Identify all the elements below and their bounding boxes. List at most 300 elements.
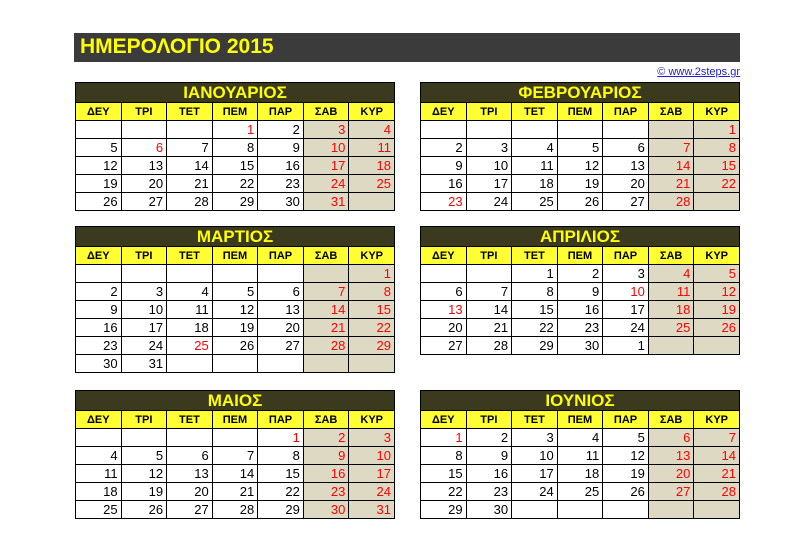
day-cell: 6 bbox=[167, 447, 213, 465]
month-february bbox=[420, 82, 740, 211]
day-cell: 24 bbox=[512, 483, 558, 501]
day-cell: 14 bbox=[212, 465, 258, 483]
day-cell: 13 bbox=[421, 301, 467, 319]
day-cell: 14 bbox=[303, 301, 349, 319]
week-row bbox=[76, 465, 395, 483]
day-cell bbox=[557, 501, 603, 519]
day-cell: 22 bbox=[512, 319, 558, 337]
day-name: ΠΕΜ bbox=[557, 247, 603, 265]
month-table bbox=[75, 226, 395, 373]
day-name: ΤΕΤ bbox=[512, 247, 558, 265]
day-cell: 5 bbox=[694, 265, 740, 283]
day-cell bbox=[349, 355, 395, 373]
day-cell: 26 bbox=[694, 319, 740, 337]
day-cell bbox=[76, 265, 122, 283]
day-name: ΠΑΡ bbox=[258, 411, 304, 429]
day-cell bbox=[76, 429, 122, 447]
day-cell: 3 bbox=[121, 283, 167, 301]
day-cell: 1 bbox=[212, 121, 258, 139]
day-cell: 2 bbox=[557, 265, 603, 283]
day-cell: 23 bbox=[76, 337, 122, 355]
day-cell: 15 bbox=[421, 465, 467, 483]
day-cell: 28 bbox=[212, 501, 258, 519]
day-name: ΤΕΤ bbox=[167, 411, 213, 429]
day-cell: 14 bbox=[648, 157, 694, 175]
day-name: ΤΡΙ bbox=[121, 411, 167, 429]
day-cell: 6 bbox=[648, 429, 694, 447]
day-cell: 25 bbox=[167, 337, 213, 355]
day-cell: 1 bbox=[349, 265, 395, 283]
day-cell: 8 bbox=[349, 283, 395, 301]
day-cell: 13 bbox=[167, 465, 213, 483]
week-row bbox=[421, 429, 740, 447]
day-name: ΤΕΤ bbox=[512, 103, 558, 121]
day-cell: 11 bbox=[167, 301, 213, 319]
day-cell: 6 bbox=[603, 139, 649, 157]
day-cell: 16 bbox=[76, 319, 122, 337]
day-cell: 22 bbox=[694, 175, 740, 193]
day-cell: 4 bbox=[349, 121, 395, 139]
day-name: ΠΑΡ bbox=[603, 247, 649, 265]
day-name: ΤΕΤ bbox=[167, 247, 213, 265]
day-cell: 19 bbox=[694, 301, 740, 319]
day-cell: 21 bbox=[212, 483, 258, 501]
day-cell bbox=[694, 193, 740, 211]
day-cell bbox=[167, 429, 213, 447]
day-name: ΚΥΡ bbox=[349, 247, 395, 265]
day-cell: 14 bbox=[167, 157, 213, 175]
day-cell: 13 bbox=[603, 157, 649, 175]
day-cell bbox=[76, 121, 122, 139]
day-cell: 6 bbox=[421, 283, 467, 301]
day-cell: 4 bbox=[512, 139, 558, 157]
day-cell: 12 bbox=[603, 447, 649, 465]
day-cell: 20 bbox=[167, 483, 213, 501]
day-cell: 20 bbox=[121, 175, 167, 193]
day-cell: 4 bbox=[648, 265, 694, 283]
day-cell: 26 bbox=[121, 501, 167, 519]
week-row bbox=[76, 483, 395, 501]
week-row bbox=[421, 301, 740, 319]
day-cell: 15 bbox=[349, 301, 395, 319]
day-cell: 8 bbox=[512, 283, 558, 301]
day-cell: 17 bbox=[512, 465, 558, 483]
week-row bbox=[421, 193, 740, 211]
day-cell: 5 bbox=[76, 139, 122, 157]
day-cell: 7 bbox=[694, 429, 740, 447]
day-cell bbox=[466, 121, 512, 139]
day-cell: 17 bbox=[603, 301, 649, 319]
week-row bbox=[76, 283, 395, 301]
day-cell bbox=[121, 265, 167, 283]
week-row bbox=[76, 265, 395, 283]
day-name: ΔΕΥ bbox=[421, 247, 467, 265]
day-name: ΣΑΒ bbox=[303, 247, 349, 265]
day-cell: 8 bbox=[694, 139, 740, 157]
site-link[interactable]: © www.2steps.gr bbox=[657, 66, 740, 78]
day-name: ΤΡΙ bbox=[466, 411, 512, 429]
day-cell: 28 bbox=[466, 337, 512, 355]
day-cell: 30 bbox=[258, 193, 304, 211]
week-row bbox=[76, 193, 395, 211]
day-cell: 15 bbox=[512, 301, 558, 319]
day-cell: 23 bbox=[557, 319, 603, 337]
day-cell: 25 bbox=[512, 193, 558, 211]
day-cell: 11 bbox=[512, 157, 558, 175]
day-cell: 12 bbox=[76, 157, 122, 175]
day-cell: 1 bbox=[258, 429, 304, 447]
day-cell: 12 bbox=[121, 465, 167, 483]
day-cell bbox=[421, 121, 467, 139]
day-cell: 2 bbox=[258, 121, 304, 139]
day-cell: 18 bbox=[167, 319, 213, 337]
day-cell: 28 bbox=[648, 193, 694, 211]
day-cell: 19 bbox=[557, 175, 603, 193]
day-name: ΤΡΙ bbox=[121, 247, 167, 265]
week-row bbox=[421, 483, 740, 501]
day-cell: 24 bbox=[603, 319, 649, 337]
month-march bbox=[75, 226, 395, 373]
day-cell bbox=[648, 501, 694, 519]
day-name: ΠΑΡ bbox=[258, 103, 304, 121]
day-cell: 13 bbox=[258, 301, 304, 319]
day-cell bbox=[167, 355, 213, 373]
month-table bbox=[75, 82, 395, 211]
day-cell: 29 bbox=[512, 337, 558, 355]
day-cell: 18 bbox=[76, 483, 122, 501]
day-cell: 9 bbox=[303, 447, 349, 465]
day-name: ΣΑΒ bbox=[303, 411, 349, 429]
day-cell: 2 bbox=[76, 283, 122, 301]
day-cell: 17 bbox=[121, 319, 167, 337]
day-cell: 27 bbox=[603, 193, 649, 211]
day-name: ΤΡΙ bbox=[466, 103, 512, 121]
day-cell bbox=[603, 121, 649, 139]
day-name: ΣΑΒ bbox=[648, 247, 694, 265]
day-cell bbox=[694, 337, 740, 355]
day-cell: 22 bbox=[421, 483, 467, 501]
day-cell: 1 bbox=[512, 265, 558, 283]
day-cell: 4 bbox=[76, 447, 122, 465]
page-title: ΗΜΕΡΟΛΟΓΙΟ 2015 bbox=[80, 35, 274, 58]
day-cell: 21 bbox=[466, 319, 512, 337]
day-cell: 25 bbox=[557, 483, 603, 501]
day-cell: 10 bbox=[121, 301, 167, 319]
day-cell: 16 bbox=[258, 157, 304, 175]
day-cell: 26 bbox=[76, 193, 122, 211]
day-cell: 13 bbox=[648, 447, 694, 465]
month-table bbox=[420, 390, 740, 519]
day-cell: 21 bbox=[167, 175, 213, 193]
day-cell: 26 bbox=[212, 337, 258, 355]
day-cell: 10 bbox=[603, 283, 649, 301]
day-cell: 15 bbox=[258, 465, 304, 483]
day-cell: 6 bbox=[258, 283, 304, 301]
day-name: ΠΕΜ bbox=[212, 247, 258, 265]
day-cell: 18 bbox=[512, 175, 558, 193]
month-january bbox=[75, 82, 395, 211]
day-cell bbox=[121, 121, 167, 139]
day-cell: 30 bbox=[466, 501, 512, 519]
day-cell: 27 bbox=[421, 337, 467, 355]
week-row bbox=[421, 283, 740, 301]
day-cell: 7 bbox=[303, 283, 349, 301]
day-cell: 8 bbox=[258, 447, 304, 465]
day-cell bbox=[303, 355, 349, 373]
week-row bbox=[76, 447, 395, 465]
day-cell: 5 bbox=[603, 429, 649, 447]
day-cell: 30 bbox=[303, 501, 349, 519]
day-cell: 9 bbox=[466, 447, 512, 465]
day-cell bbox=[512, 121, 558, 139]
day-name: ΔΕΥ bbox=[421, 103, 467, 121]
day-cell: 20 bbox=[648, 465, 694, 483]
day-name: ΤΡΙ bbox=[121, 103, 167, 121]
day-cell: 19 bbox=[121, 483, 167, 501]
day-cell: 29 bbox=[212, 193, 258, 211]
day-cell: 23 bbox=[303, 483, 349, 501]
day-cell: 2 bbox=[421, 139, 467, 157]
day-name: ΣΑΒ bbox=[303, 103, 349, 121]
day-name: ΤΡΙ bbox=[466, 247, 512, 265]
day-cell: 27 bbox=[167, 501, 213, 519]
day-cell: 19 bbox=[76, 175, 122, 193]
week-row bbox=[421, 121, 740, 139]
day-name: ΔΕΥ bbox=[421, 411, 467, 429]
day-cell: 10 bbox=[512, 447, 558, 465]
month-table bbox=[420, 82, 740, 211]
month-may bbox=[75, 390, 395, 519]
day-cell: 14 bbox=[694, 447, 740, 465]
day-cell: 12 bbox=[212, 301, 258, 319]
day-cell: 9 bbox=[258, 139, 304, 157]
day-cell: 23 bbox=[258, 175, 304, 193]
week-row bbox=[421, 319, 740, 337]
day-cell: 30 bbox=[76, 355, 122, 373]
day-cell: 11 bbox=[557, 447, 603, 465]
day-name: ΔΕΥ bbox=[76, 103, 122, 121]
day-cell bbox=[167, 121, 213, 139]
week-row bbox=[76, 157, 395, 175]
day-cell: 16 bbox=[303, 465, 349, 483]
day-cell: 20 bbox=[421, 319, 467, 337]
day-name: ΣΑΒ bbox=[648, 411, 694, 429]
day-cell: 5 bbox=[212, 283, 258, 301]
day-name: ΚΥΡ bbox=[349, 411, 395, 429]
week-row bbox=[421, 337, 740, 355]
week-row bbox=[76, 429, 395, 447]
day-cell: 31 bbox=[303, 193, 349, 211]
day-cell: 2 bbox=[466, 429, 512, 447]
day-cell bbox=[258, 265, 304, 283]
day-name: ΠΑΡ bbox=[603, 103, 649, 121]
day-cell: 24 bbox=[466, 193, 512, 211]
week-row bbox=[421, 447, 740, 465]
day-name: ΠΕΜ bbox=[557, 103, 603, 121]
day-cell: 19 bbox=[603, 465, 649, 483]
day-name: ΣΑΒ bbox=[648, 103, 694, 121]
day-name: ΚΥΡ bbox=[694, 411, 740, 429]
day-cell: 31 bbox=[349, 501, 395, 519]
day-cell: 16 bbox=[557, 301, 603, 319]
day-cell bbox=[557, 121, 603, 139]
month-table bbox=[75, 390, 395, 519]
day-cell bbox=[121, 429, 167, 447]
day-name: ΔΕΥ bbox=[76, 247, 122, 265]
day-name: ΤΕΤ bbox=[512, 411, 558, 429]
month-name: ΙΑΝΟΥΑΡΙΟΣ bbox=[76, 83, 395, 103]
month-april bbox=[420, 226, 740, 355]
day-name: ΚΥΡ bbox=[694, 247, 740, 265]
month-name: ΑΠΡΙΛΙΟΣ bbox=[421, 227, 740, 247]
day-cell: 26 bbox=[557, 193, 603, 211]
day-cell: 9 bbox=[76, 301, 122, 319]
day-cell: 27 bbox=[648, 483, 694, 501]
day-cell: 12 bbox=[694, 283, 740, 301]
week-row bbox=[421, 175, 740, 193]
day-cell: 25 bbox=[76, 501, 122, 519]
day-cell: 10 bbox=[303, 139, 349, 157]
day-cell bbox=[603, 501, 649, 519]
week-row bbox=[76, 121, 395, 139]
week-row bbox=[76, 139, 395, 157]
day-cell: 28 bbox=[694, 483, 740, 501]
month-name: ΜΑΡΤΙΟΣ bbox=[76, 227, 395, 247]
day-cell: 19 bbox=[212, 319, 258, 337]
day-name: ΠΕΜ bbox=[212, 411, 258, 429]
day-cell: 11 bbox=[76, 465, 122, 483]
day-cell: 9 bbox=[557, 283, 603, 301]
day-cell: 4 bbox=[167, 283, 213, 301]
day-cell: 24 bbox=[303, 175, 349, 193]
day-cell: 22 bbox=[349, 319, 395, 337]
day-cell: 29 bbox=[421, 501, 467, 519]
week-row bbox=[76, 175, 395, 193]
day-cell: 23 bbox=[421, 193, 467, 211]
day-cell bbox=[212, 355, 258, 373]
day-cell: 11 bbox=[349, 139, 395, 157]
day-cell: 31 bbox=[121, 355, 167, 373]
day-cell: 17 bbox=[466, 175, 512, 193]
day-cell: 1 bbox=[694, 121, 740, 139]
day-cell: 18 bbox=[349, 157, 395, 175]
day-cell: 3 bbox=[603, 265, 649, 283]
day-cell: 29 bbox=[258, 501, 304, 519]
day-cell bbox=[421, 265, 467, 283]
day-cell: 16 bbox=[421, 175, 467, 193]
day-cell: 29 bbox=[349, 337, 395, 355]
day-cell bbox=[349, 193, 395, 211]
day-cell: 14 bbox=[466, 301, 512, 319]
day-cell: 25 bbox=[349, 175, 395, 193]
day-cell: 7 bbox=[167, 139, 213, 157]
day-cell: 17 bbox=[303, 157, 349, 175]
week-row bbox=[76, 355, 395, 373]
month-name: ΦΕΒΡΟΥΑΡΙΟΣ bbox=[421, 83, 740, 103]
day-cell: 23 bbox=[466, 483, 512, 501]
day-cell: 15 bbox=[694, 157, 740, 175]
day-cell: 24 bbox=[349, 483, 395, 501]
month-table bbox=[420, 226, 740, 355]
week-row bbox=[76, 301, 395, 319]
day-cell bbox=[212, 429, 258, 447]
day-cell: 28 bbox=[167, 193, 213, 211]
day-cell: 5 bbox=[557, 139, 603, 157]
week-row bbox=[76, 319, 395, 337]
day-cell: 21 bbox=[303, 319, 349, 337]
day-cell: 3 bbox=[349, 429, 395, 447]
day-cell: 7 bbox=[466, 283, 512, 301]
day-cell: 3 bbox=[466, 139, 512, 157]
day-cell bbox=[648, 337, 694, 355]
day-cell: 7 bbox=[648, 139, 694, 157]
week-row bbox=[421, 465, 740, 483]
day-cell bbox=[212, 265, 258, 283]
month-name: ΜΑΙΟΣ bbox=[76, 391, 395, 411]
day-cell: 25 bbox=[648, 319, 694, 337]
day-cell: 8 bbox=[421, 447, 467, 465]
day-cell: 2 bbox=[303, 429, 349, 447]
day-cell: 5 bbox=[121, 447, 167, 465]
day-cell: 22 bbox=[212, 175, 258, 193]
day-cell: 20 bbox=[258, 319, 304, 337]
day-cell: 4 bbox=[557, 429, 603, 447]
day-cell bbox=[167, 265, 213, 283]
day-name: ΔΕΥ bbox=[76, 411, 122, 429]
day-cell: 13 bbox=[121, 157, 167, 175]
day-cell: 18 bbox=[557, 465, 603, 483]
day-name: ΚΥΡ bbox=[349, 103, 395, 121]
day-cell: 11 bbox=[648, 283, 694, 301]
day-cell: 22 bbox=[258, 483, 304, 501]
day-cell bbox=[648, 121, 694, 139]
day-cell bbox=[694, 501, 740, 519]
day-cell bbox=[466, 265, 512, 283]
day-cell: 9 bbox=[421, 157, 467, 175]
day-cell: 10 bbox=[466, 157, 512, 175]
day-cell: 10 bbox=[349, 447, 395, 465]
week-row bbox=[421, 501, 740, 519]
week-row bbox=[421, 265, 740, 283]
day-name: ΠΕΜ bbox=[557, 411, 603, 429]
week-row bbox=[421, 139, 740, 157]
day-cell: 3 bbox=[512, 429, 558, 447]
day-cell: 12 bbox=[557, 157, 603, 175]
day-cell: 27 bbox=[258, 337, 304, 355]
week-row bbox=[421, 157, 740, 175]
month-name: ΙΟΥΝΙΟΣ bbox=[421, 391, 740, 411]
day-cell: 30 bbox=[557, 337, 603, 355]
day-name: ΠΕΜ bbox=[212, 103, 258, 121]
week-row bbox=[76, 337, 395, 355]
day-cell: 16 bbox=[466, 465, 512, 483]
day-cell: 17 bbox=[349, 465, 395, 483]
day-cell: 15 bbox=[212, 157, 258, 175]
day-name: ΚΥΡ bbox=[694, 103, 740, 121]
day-cell: 21 bbox=[648, 175, 694, 193]
day-cell: 24 bbox=[121, 337, 167, 355]
day-cell bbox=[512, 501, 558, 519]
day-cell: 1 bbox=[421, 429, 467, 447]
day-cell: 8 bbox=[212, 139, 258, 157]
day-cell bbox=[303, 265, 349, 283]
day-cell bbox=[258, 355, 304, 373]
day-cell: 28 bbox=[303, 337, 349, 355]
day-cell: 7 bbox=[212, 447, 258, 465]
day-cell: 3 bbox=[303, 121, 349, 139]
month-june bbox=[420, 390, 740, 519]
day-cell: 27 bbox=[121, 193, 167, 211]
